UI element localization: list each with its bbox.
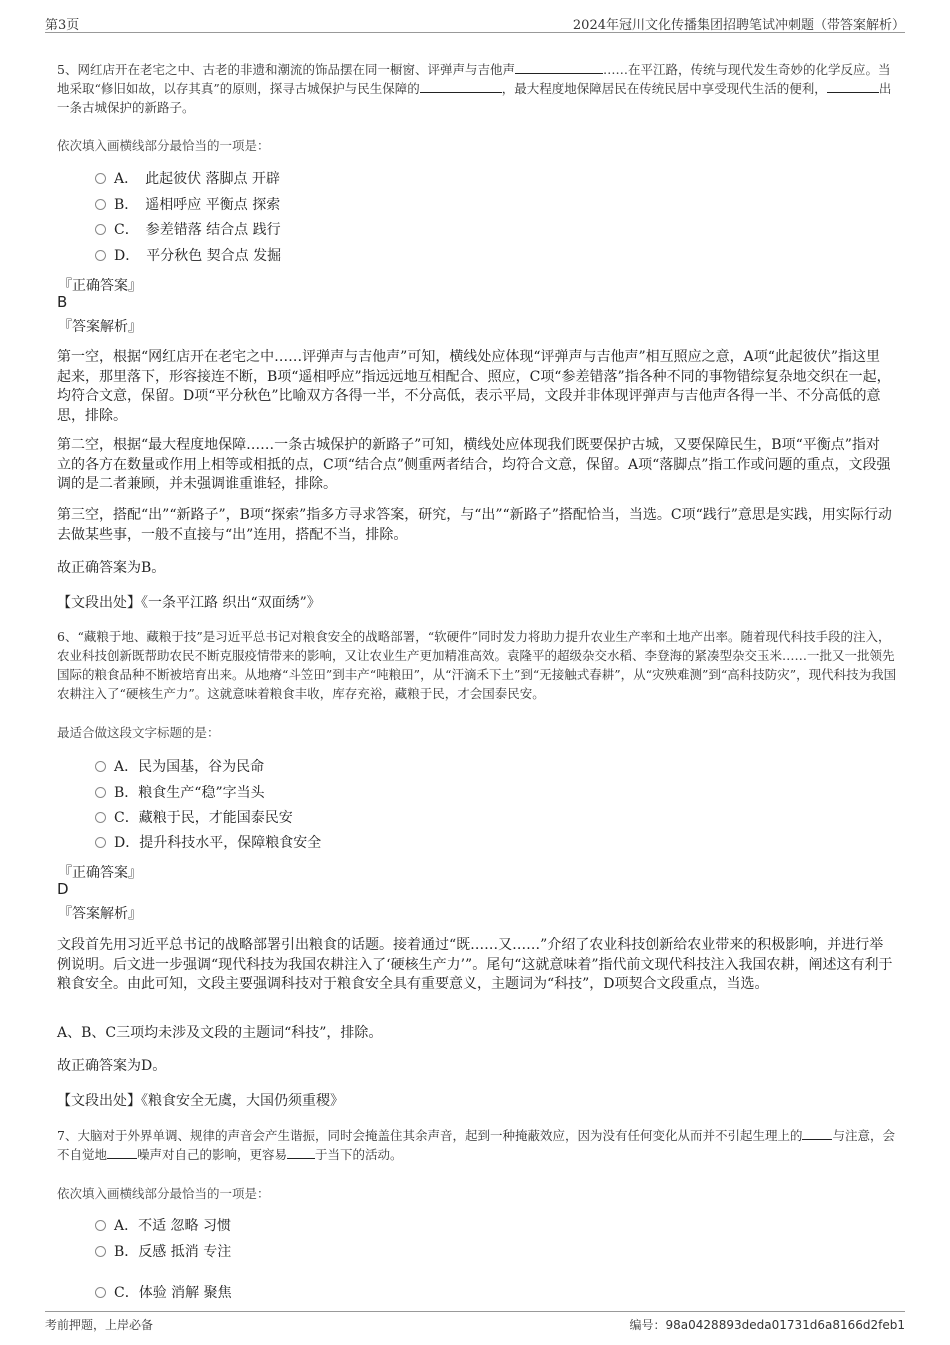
q5-analysis-3: 第三空，搭配“出”“新路子”，B项“探索”指多方寻求答案，研究，与“出”“新路子”搭配恰当，当选。C项“践行”意思是实践，用实际行动去做某些事，一般不直接与“出”连用，搭配不当，排除。 [57,507,892,543]
q6-option-c[interactable]: C．藏粮于民，才能国泰民安 [95,808,293,828]
q6-analysis-3: 故正确答案为D。 [57,1058,167,1074]
q5-text: 5、网红店开在老宅之中、古老的非遗和潮流的饰品摆在同一橱窗、评弹声与吉他声 ……在平江路，传统与现代发生奇妙的化学反应。当地采取“修旧如故，以存其真”的原则，探寻古城保护与民生保障的 ，最大程度地保障居民在传统民居中享受现代生活的便利， 出一条古城保护的新路子。 [57,62,892,115]
radio-icon[interactable] [95,1220,106,1231]
q7-option-c[interactable]: C．体验 消解 聚焦 [95,1283,232,1303]
q5-analysis-1: 第一空，根据“网红店开在老宅之中……评弹声与吉他声”可知，横线处应体现“评弹声与吉他声”相互照应之意，A项“此起彼伏”指这里起来，那里落下，形容接连不断，B项“遥相呼应”指远远地互相配合、照应，C项“参差错落”指各种不同的事物错综复杂地交织在一起，均符合文意，保留。D项“平分秋色”比喻双方各得一半，不分高低，表示平局，文段并非体现评弹声与吉他声各得一半、不分高低的意思，排除。 [57,349,891,424]
q6-analysis-1: 文段首先用习近平总书记的战略部署引出粮食的话题。接着通过“既……又……”介绍了农业科技创新给农业带来的积极影响，并进行举例说明。后文进一步强调“现代科技为我国农耕注入了‘硬核生产力’”。尾句“这就意味着”指代前文现代科技注入我国农耕，阐述这有利于粮食安全。由此可知，文段主要强调科技对于粮食安全具有重要意义，主题词为“科技”，D项契合文段重点，当选。 [57,937,893,992]
q6-answer-label: 『正确答案』 [58,865,142,881]
radio-icon[interactable] [95,761,106,772]
q7-option-b[interactable]: B．反感 抵消 专注 [95,1242,231,1262]
q5-option-c[interactable]: C． 参差错落 结合点 践行 [95,220,281,240]
q6-option-d[interactable]: D．提升科技水平，保障粮食安全 [95,833,321,853]
radio-icon[interactable] [95,1287,106,1298]
radio-icon[interactable] [95,837,106,848]
q5-prompt: 依次填入画横线部分最恰当的一项是： [57,138,270,153]
q6-answer: D [57,880,69,898]
q6-option-a[interactable]: A．民为国基，谷为民命 [95,757,264,777]
document-title: 2024年冠川文化传播集团招聘笔试冲刺题（带答案解析） [572,18,905,33]
q6-source: 【文段出处】《粮食安全无虞，大国仍须重稷》 [57,1093,344,1109]
radio-icon[interactable] [95,250,106,261]
q5-option-a[interactable]: A． 此起彼伏 落脚点 开辟 [95,169,280,189]
document-code: 编号：98a0428893deda01731d6a8166d2feb1 [629,1318,905,1332]
q5-answer-label: 『正确答案』 [58,278,142,294]
radio-icon[interactable] [95,812,106,823]
q5-source: 【文段出处】《一条平江路 织出“双面绣”》 [57,595,321,611]
q6-analysis-2: A、B、C三项均未涉及文段的主题词“科技”，排除。 [57,1025,383,1041]
radio-icon[interactable] [95,224,106,235]
q5-answer: B [57,293,68,311]
q5-analysis-2: 第二空，根据“最大程度地保障……一条古城保护的新路子”可知，横线处应体现我们既要保护古城，又要保障民生，B项“平衡点”指对立的各方在数量或作用上相等或相抵的点，C项“结合点”侧重两者结合，均符合文意，保留。A项“落脚点”指工作或问题的重点，文段强调的是二者兼顾，并未强调谁重谁轻，排除。 [57,437,891,492]
page-number: 第3页 [45,18,80,33]
radio-icon[interactable] [95,787,106,798]
q7-text: 7、大脑对于外界单调、规律的声音会产生谐振，同时会掩盖住其余声音，起到一种掩蔽效应，因为没有任何变化从而并不引起生理上的 与注意，会不自觉地 噪声对自己的影响，更容易 于当下的活动。 [57,1128,895,1162]
q6-text: 6、“藏粮于地、藏粮于技”是习近平总书记对粮食安全的战略部署，“软硬件”同时发力将助力提升农业生产率和土地产出率。随着现代科技手段的注入，农业科技创新既帮助农民不断克服疫情带来的影响，又让农业生产更加精准高效。袁隆平的超级杂交水稻、李登海的紧凑型杂交玉米……一批又一批领先国际的粮食品种不断被培育出来。从地瘠“斗笠田”到丰产“吨粮田”，从“汗滴禾下土”到“无接触式春耕”，从“灾殃难测”到“高科技防灾”，现代科技为我国农耕注入了“硬核生产力”。这就意味着粮食丰收，库存充裕，藏粮于民，才会国泰民安。 [57,629,897,701]
q7-prompt: 依次填入画横线部分最恰当的一项是： [57,1186,270,1201]
q6-prompt: 最适合做这段文字标题的是： [57,725,220,740]
page-footer [45,1311,905,1334]
radio-icon[interactable] [95,1246,106,1257]
q5-analysis-label: 『答案解析』 [58,319,142,335]
page-header [45,12,905,33]
q5-option-b[interactable]: B． 遥相呼应 平衡点 探索 [95,195,280,215]
radio-icon[interactable] [95,173,106,184]
footer-slogan: 考前押题，上岸必备 [45,1318,154,1332]
q6-option-b[interactable]: B．粮食生产“稳”字当头 [95,783,265,803]
q5-analysis-4: 故正确答案为B。 [57,560,166,576]
q5-option-d[interactable]: D． 平分秋色 契合点 发掘 [95,246,281,266]
q6-analysis-label: 『答案解析』 [58,906,142,922]
q7-option-a[interactable]: A．不适 忽略 习惯 [95,1216,231,1236]
radio-icon[interactable] [95,199,106,210]
